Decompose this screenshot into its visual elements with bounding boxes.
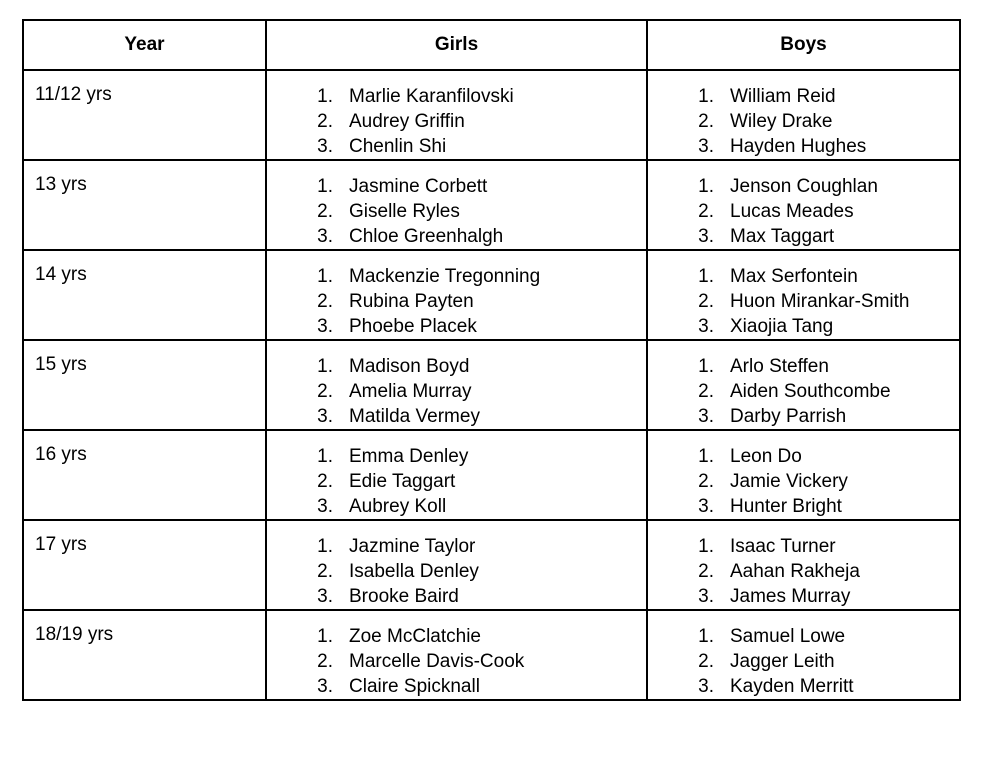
girls-cell (266, 340, 647, 430)
athlete-name: James Murray (730, 586, 851, 607)
place-number: 1. (317, 86, 333, 107)
place-number: 1. (317, 626, 333, 647)
year-cell: 16 yrs (23, 430, 266, 520)
girls-placings-list (267, 341, 646, 429)
table-row (23, 160, 960, 250)
place-number: 3. (317, 226, 333, 247)
place-number: 1. (317, 176, 333, 197)
place-number: 2. (317, 471, 333, 492)
list-item (267, 534, 646, 559)
list-item (267, 134, 646, 159)
athlete-name: Brooke Baird (349, 586, 459, 607)
athlete-name: Leon Do (730, 446, 802, 467)
list-item (267, 354, 646, 379)
year-cell: 14 yrs (23, 250, 266, 340)
list-item (267, 109, 646, 134)
place-number: 1. (698, 86, 714, 107)
girls-placings-list (267, 161, 646, 249)
boys-placings-list (648, 611, 959, 699)
list-item (267, 624, 646, 649)
girls-placings-list (267, 611, 646, 699)
list-item (267, 444, 646, 469)
girls-cell (266, 610, 647, 700)
athlete-name: Aahan Rakheja (730, 561, 860, 582)
boys-cell (647, 520, 960, 610)
athlete-name: Darby Parrish (730, 406, 847, 427)
place-number: 3. (698, 406, 714, 427)
header-year: Year (23, 20, 266, 70)
athlete-name: Jenson Coughlan (730, 176, 878, 197)
place-number: 1. (698, 356, 714, 377)
year-cell: 11/12 yrs (23, 70, 266, 160)
place-number: 2. (698, 201, 714, 222)
year-cell: 18/19 yrs (23, 610, 266, 700)
place-number: 1. (317, 356, 333, 377)
place-number: 3. (317, 586, 333, 607)
list-item (267, 469, 646, 494)
girls-placings-list (267, 71, 646, 159)
athlete-name: Huon Mirankar-Smith (730, 291, 910, 312)
boys-cell (647, 160, 960, 250)
place-number: 2. (317, 111, 333, 132)
athlete-name: Samuel Lowe (730, 626, 846, 647)
list-item (267, 584, 646, 609)
athlete-name: Phoebe Placek (349, 316, 477, 337)
place-number: 3. (317, 676, 333, 697)
list-item (648, 444, 959, 469)
list-item (648, 584, 959, 609)
boys-placings-list (648, 431, 959, 519)
athlete-name: Chenlin Shi (349, 136, 447, 157)
athlete-name: Zoe McClatchie (349, 626, 481, 647)
place-number: 2. (698, 111, 714, 132)
place-number: 1. (317, 536, 333, 557)
list-item (648, 84, 959, 109)
place-number: 3. (698, 136, 714, 157)
athlete-name: Hunter Bright (730, 496, 842, 517)
list-item (267, 649, 646, 674)
place-number: 2. (698, 561, 714, 582)
header-boys: Boys (647, 20, 960, 70)
place-number: 1. (698, 626, 714, 647)
place-number: 3. (317, 406, 333, 427)
list-item (648, 649, 959, 674)
athlete-name: Amelia Murray (349, 381, 472, 402)
header-row (23, 20, 960, 70)
boys-cell (647, 250, 960, 340)
athlete-name: Arlo Steffen (730, 356, 829, 377)
boys-cell (647, 430, 960, 520)
boys-placings-list (648, 521, 959, 609)
list-item (648, 624, 959, 649)
girls-placings-list (267, 431, 646, 519)
athlete-name: William Reid (730, 86, 836, 107)
place-number: 3. (698, 496, 714, 517)
list-item (648, 404, 959, 429)
table-row (23, 70, 960, 160)
athlete-name: Audrey Griffin (349, 111, 465, 132)
athlete-name: Isaac Turner (730, 536, 836, 557)
list-item (648, 469, 959, 494)
list-item (648, 559, 959, 584)
place-number: 3. (317, 136, 333, 157)
boys-placings-list (648, 71, 959, 159)
athlete-name: Hayden Hughes (730, 136, 867, 157)
place-number: 2. (317, 561, 333, 582)
place-number: 3. (698, 226, 714, 247)
athlete-name: Matilda Vermey (349, 406, 480, 427)
list-item (267, 494, 646, 519)
header-girls: Girls (266, 20, 647, 70)
athlete-name: Max Serfontein (730, 266, 858, 287)
athlete-name: Max Taggart (730, 226, 835, 247)
athlete-name: Kayden Merritt (730, 676, 854, 697)
athlete-name: Claire Spicknall (349, 676, 480, 697)
list-item (648, 224, 959, 249)
year-cell: 17 yrs (23, 520, 266, 610)
athlete-name: Aubrey Koll (349, 496, 447, 517)
athlete-name: Jagger Leith (730, 651, 835, 672)
table-row (23, 430, 960, 520)
list-item (267, 289, 646, 314)
table-row (23, 250, 960, 340)
girls-cell (266, 160, 647, 250)
list-item (267, 84, 646, 109)
place-number: 2. (698, 291, 714, 312)
athlete-name: Rubina Payten (349, 291, 474, 312)
athlete-name: Lucas Meades (730, 201, 854, 222)
girls-placings-list (267, 521, 646, 609)
results-table (22, 19, 961, 701)
girls-cell (266, 430, 647, 520)
list-item (267, 174, 646, 199)
boys-cell (647, 340, 960, 430)
athlete-name: Isabella Denley (349, 561, 479, 582)
boys-cell (647, 70, 960, 160)
place-number: 1. (698, 536, 714, 557)
athlete-name: Giselle Ryles (349, 201, 460, 222)
place-number: 3. (698, 586, 714, 607)
athlete-name: Wiley Drake (730, 111, 833, 132)
place-number: 1. (698, 446, 714, 467)
list-item (648, 354, 959, 379)
year-cell: 15 yrs (23, 340, 266, 430)
boys-placings-list (648, 251, 959, 339)
list-item (267, 314, 646, 339)
place-number: 3. (698, 316, 714, 337)
list-item (267, 224, 646, 249)
list-item (648, 289, 959, 314)
athlete-name: Chloe Greenhalgh (349, 226, 504, 247)
list-item (648, 534, 959, 559)
table-row (23, 340, 960, 430)
boys-cell (647, 610, 960, 700)
place-number: 2. (317, 651, 333, 672)
place-number: 1. (698, 266, 714, 287)
athlete-name: Madison Boyd (349, 356, 470, 377)
list-item (648, 109, 959, 134)
place-number: 2. (698, 471, 714, 492)
list-item (648, 134, 959, 159)
girls-cell (266, 520, 647, 610)
athlete-name: Mackenzie Tregonning (349, 266, 541, 287)
athlete-name: Xiaojia Tang (730, 316, 834, 337)
athlete-name: Jasmine Corbett (349, 176, 488, 197)
place-number: 1. (317, 266, 333, 287)
boys-placings-list (648, 341, 959, 429)
list-item (267, 404, 646, 429)
girls-cell (266, 250, 647, 340)
place-number: 2. (698, 381, 714, 402)
list-item (648, 674, 959, 699)
place-number: 2. (317, 201, 333, 222)
list-item (648, 199, 959, 224)
list-item (267, 264, 646, 289)
list-item (648, 314, 959, 339)
athlete-name: Jazmine Taylor (349, 536, 476, 557)
place-number: 3. (317, 496, 333, 517)
athlete-name: Edie Taggart (349, 471, 456, 492)
list-item (648, 379, 959, 404)
list-item (267, 674, 646, 699)
athlete-name: Emma Denley (349, 446, 469, 467)
table-row (23, 610, 960, 700)
list-item (648, 264, 959, 289)
place-number: 2. (698, 651, 714, 672)
list-item (267, 559, 646, 584)
table-row (23, 520, 960, 610)
athlete-name: Aiden Southcombe (730, 381, 891, 402)
athlete-name: Marcelle Davis-Cook (349, 651, 525, 672)
athlete-name: Marlie Karanfilovski (349, 86, 514, 107)
list-item (648, 494, 959, 519)
list-item (267, 379, 646, 404)
place-number: 3. (698, 676, 714, 697)
list-item (267, 199, 646, 224)
place-number: 1. (317, 446, 333, 467)
place-number: 2. (317, 381, 333, 402)
place-number: 1. (698, 176, 714, 197)
girls-placings-list (267, 251, 646, 339)
place-number: 3. (317, 316, 333, 337)
list-item (648, 174, 959, 199)
girls-cell (266, 70, 647, 160)
athlete-name: Jamie Vickery (730, 471, 848, 492)
boys-placings-list (648, 161, 959, 249)
place-number: 2. (317, 291, 333, 312)
year-cell: 13 yrs (23, 160, 266, 250)
